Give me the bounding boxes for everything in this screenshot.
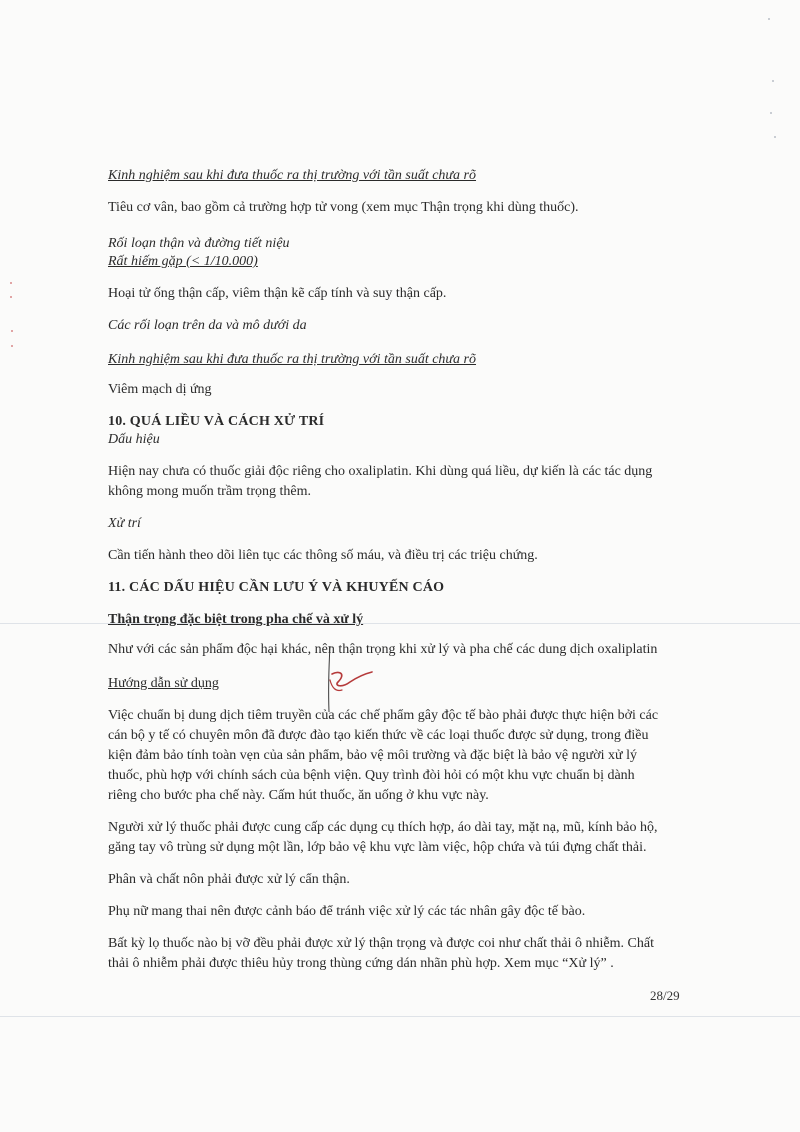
paragraph-line: Hiện nay chưa có thuốc giải độc riêng cho oxaliplatin. Khi dùng quá liều, dự kiến là các tác dụng [108,464,653,479]
paragraph-line: không mong muốn trầm trọng thêm. [108,484,311,499]
post-marketing-heading-2: Kinh nghiệm sau khi đưa thuốc ra thị trường với tần suất chưa rõ [108,352,477,367]
allergic-vasculitis-text: Viêm mạch dị ứng [108,382,212,397]
very-rare-frequency: Rất hiếm gặp (< 1/10.000) [108,254,258,269]
special-precautions-heading: Thận trọng đặc biệt trong pha chế và xử lý [108,612,364,627]
scan-speck [774,136,776,138]
paragraph-line: găng tay vô trùng sử dụng một lần, lớp bảo vệ khu vực làm việc, hộp chứa và túi đựng chất thải. [108,840,647,855]
scan-speck [768,18,770,20]
scan-speck [770,112,772,114]
scan-speck [10,296,12,298]
section-11-title: 11. CÁC DẤU HIỆU CẦN LƯU Ý VÀ KHUYẾN CÁO [108,580,445,595]
paragraph-line: riêng cho bước pha chế này. Cấm hút thuốc, ăn uống ở khu vực này. [108,788,489,803]
paragraph-line: Việc chuẩn bị dung dịch tiêm truyền của các chế phẩm gây độc tế bào phải được thực hiện bởi các [108,708,659,723]
paragraph-line: thải ô nhiễm phải được thiêu hủy trong thùng cứng dán nhãn phù hợp. Xem mục “Xử lý” . [108,956,614,971]
skin-disorders-heading: Các rối loạn trên da và mô dưới da [108,318,307,333]
preparation-paragraph [108,706,698,806]
scan-speck [11,330,13,332]
scan-speck [11,345,13,347]
page-number: 28/29 [650,988,680,1003]
overdose-signs-paragraph [108,462,698,502]
scan-line [0,1016,800,1017]
paragraph-line: kiện đảm bảo tính toàn vẹn của sản phẩm, bảo vệ môi trường và đặc biệt là bảo vệ người xử lý [108,748,637,763]
rhabdomyolysis-text: Tiêu cơ vân, bao gồm cả trường hợp tử vong (xem mục Thận trọng khi dùng thuốc). [108,200,579,215]
signs-subheading: Dấu hiệu [108,432,160,447]
paragraph-line: thuốc, phù hợp với chính sách của bệnh viện. Quy trình đòi hỏi có một khu vực chuẩn bị dành [108,768,635,783]
overdose-management-text: Cần tiến hành theo dõi liên tục các thông số máu, và điều trị các triệu chứng. [108,548,538,563]
paragraph-line: Bất kỳ lọ thuốc nào bị vỡ đều phải được xử lý thận trọng và được coi như chất thải ô nhiễm. Chất [108,936,654,951]
section-10-title: 10. QUÁ LIỀU VÀ CÁCH XỬ TRÍ [108,414,325,429]
handwritten-signature-icon [316,644,376,714]
hazardous-handling-text: Như với các sản phẩm độc hại khác, nên thận trọng khi xử lý và pha chế các dung dịch oxaliplatin [108,642,658,657]
paragraph-line: Người xử lý thuốc phải được cung cấp các dụng cụ thích hợp, áo dài tay, mặt nạ, mũ, kính bảo hộ, [108,820,658,835]
handler-equipment-paragraph [108,818,698,858]
pregnancy-warning-text: Phụ nữ mang thai nên được cảnh báo để tránh việc xử lý các tác nhân gây độc tế bào. [108,904,586,919]
renal-disorders-heading: Rối loạn thận và đường tiết niệu [108,236,290,251]
broken-vial-paragraph [108,934,698,974]
usage-instructions-heading: Hướng dẫn sử dụng [108,676,219,691]
scan-speck [772,80,774,82]
paragraph-line: cán bộ y tế có chuyên môn đã được đào tạo kiến thức về các loại thuốc được sử dụng, trong điều [108,728,649,743]
post-marketing-heading-1: Kinh nghiệm sau khi đưa thuốc ra thị trường với tần suất chưa rõ [108,168,477,183]
excreta-handling-text: Phân và chất nôn phải được xử lý cẩn thận. [108,872,350,887]
renal-effects-text: Hoại tử ống thận cấp, viêm thận kẽ cấp tính và suy thận cấp. [108,286,447,301]
scan-speck [10,282,12,284]
management-subheading: Xử trí [108,516,141,531]
